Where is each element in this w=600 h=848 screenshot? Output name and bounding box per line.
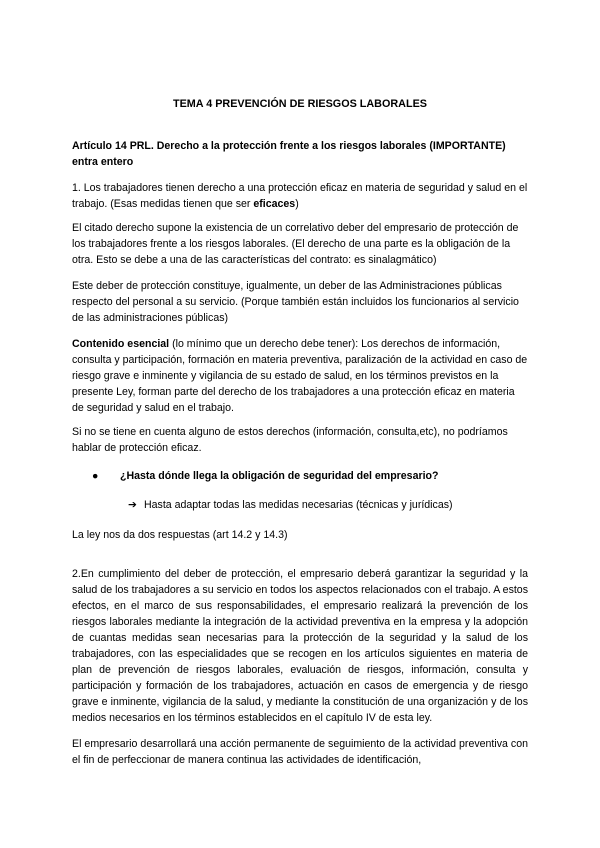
paragraph-4-bold: Contenido esencial	[72, 338, 170, 350]
paragraph-3: Este deber de protección constituye, igualmente, un deber de las Administraciones públicas respecto del personal a su servicio. (Porque también están incluidos los funcionarios al servicio de las administraciones públicas)	[72, 280, 519, 324]
arrow-answer	[128, 497, 528, 513]
paragraph-1-text: 1. Los trabajadores tienen derecho a una protección eficaz en materia de seguridad y salud en el trabajo. (Esas medidas tienen que ser	[72, 182, 528, 210]
article-heading: Artículo 14 PRL. Derecho a la protección frente a los riesgos laborales (IMPORTANTE) entra entero	[72, 140, 506, 168]
paragraph-1-bold: eficaces	[253, 198, 296, 210]
arrow-answer-text: Hasta adaptar todas las medidas necesarias (técnicas y jurídicas)	[144, 499, 453, 511]
paragraph-6: La ley nos da dos respuestas (art 14.2 y 14.3)	[72, 529, 288, 541]
paragraph-8: El empresario desarrollará una acción permanente de seguimiento de la actividad preventiva con el fin de perfeccionar de manera continua las actividades de identificación,	[72, 738, 528, 766]
bullet-question	[92, 468, 532, 484]
paragraph-5: Si no se tiene en cuenta alguno de estos derechos (información, consulta,etc), no podríamos hablar de protección eficaz.	[72, 426, 508, 454]
bullet-question-text: ¿Hasta dónde llega la obligación de seguridad del empresario?	[120, 470, 439, 482]
arrow-right-icon: ➔	[128, 499, 137, 511]
paragraph-1	[72, 180, 528, 212]
paragraph-1-end: )	[295, 198, 299, 210]
bullet-icon: ●	[92, 470, 99, 482]
page-title: TEMA 4 PREVENCIÓN DE RIESGOS LABORALES	[173, 98, 427, 110]
paragraph-2: El citado derecho supone la existencia de un correlativo deber del empresario de protección de los trabajadores frente a los riesgos laborales. (El derecho de una parte es la obligación de la otra. Esto se debe a una de las características del contrato: es sinalagmático)	[72, 222, 519, 266]
paragraph-4	[72, 336, 528, 416]
paragraph-7: 2.En cumplimiento del deber de protección, el empresario deberá garantizar la seguridad y la salud de los trabajadores a su servicio en todos los aspectos relacionados con el trabajo. A estos efectos, en el marco de sus responsabilidades, el empresario realizará la prevención de los riesgos laborales mediante la integración de la actividad preventiva en la empresa y la adopción de cuantas medidas sean necesarias para la protección de la seguridad y la salud de los trabajadores, con las especialidades que se recogen en los artículos siguientes en materia de plan de prevención de riesgos laborales, evaluación de riesgos, información, consulta y participación y formación de los trabajadores, actuación en casos de emergencia y de riesgo grave e inminente, vigilancia de la salud, y mediante la constitución de una organización y de los medios necesarios en los términos establecidos en el capítulo IV de esta ley.	[72, 568, 528, 724]
paragraph-4-text: (lo mínimo que un derecho debe tener): Los derechos de información, consulta y participación, formación en materia preventiva, paralización de la actividad en caso de riesgo grave e inminente y vigilancia de su estado de salud, en los términos previstos en la presente Ley, forman parte del derecho de los trabajadores a una protección eficaz en materia de seguridad y salud en el trabajo.	[72, 338, 528, 414]
